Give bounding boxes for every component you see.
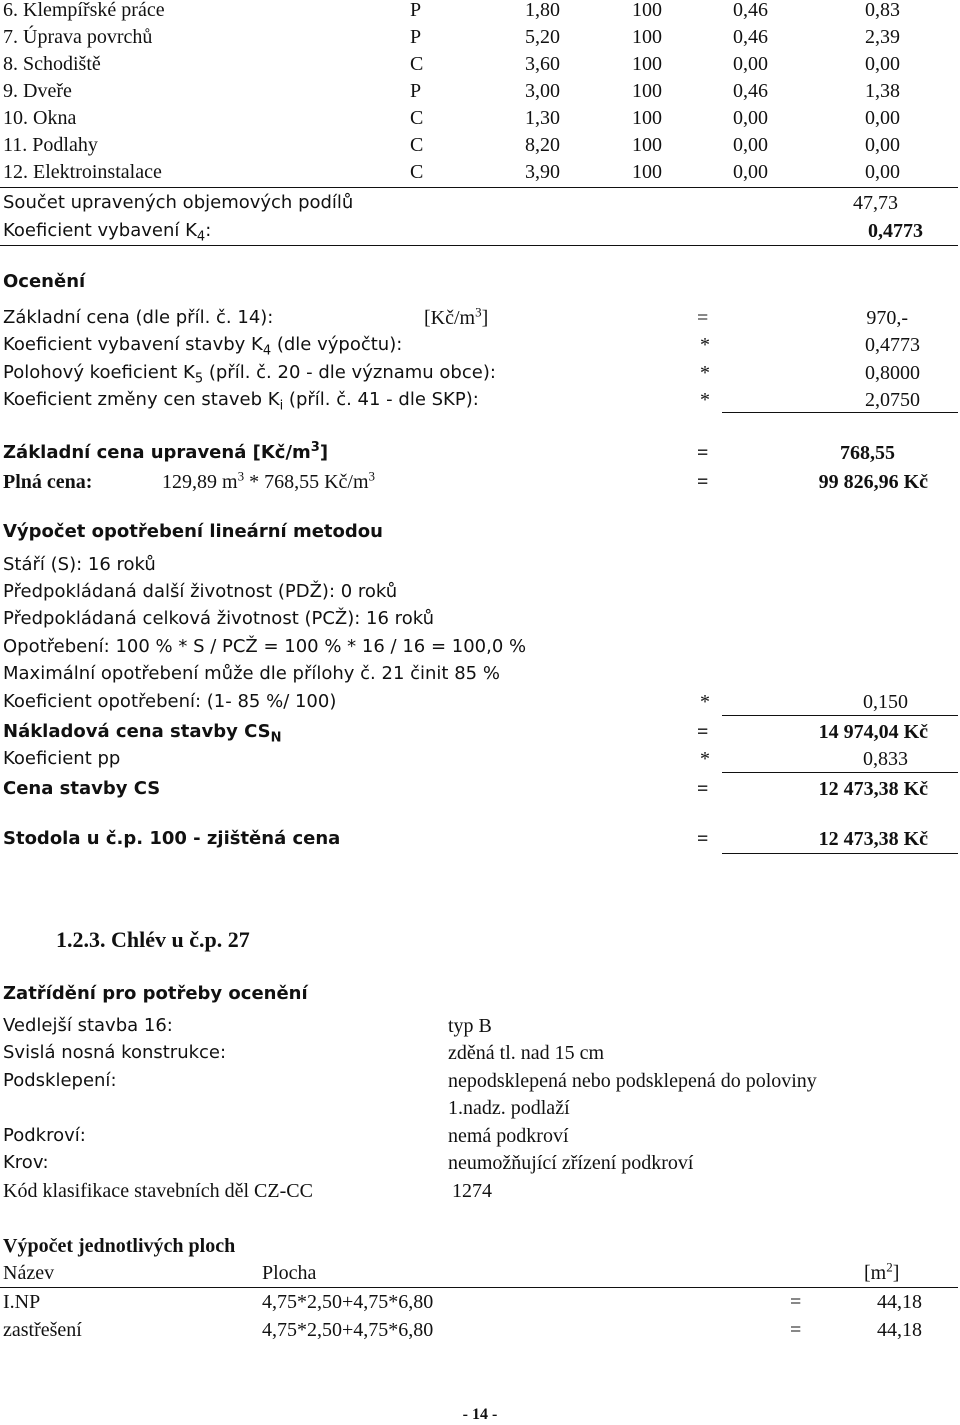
list-item: Předpokládaná celková životnost (PCŽ): 16 roků (3, 608, 434, 629)
item-type: P (410, 80, 422, 102)
k4-value: 0,4773 (868, 220, 923, 242)
col-unit (864, 1261, 899, 1285)
k4-stavby-label (3, 333, 402, 357)
divider (0, 1287, 958, 1288)
ki-post: (příl. č. 41 - dle SKP): (283, 389, 479, 410)
k4-colon: : (205, 220, 212, 241)
cena-stavby-value: 12 473,38 Kč (818, 778, 928, 800)
koef-opotrebeni-label: Koeficient opotřebení: (1- 85 %/ 100) (3, 691, 337, 712)
item-a: 5,20 (525, 26, 560, 48)
koef-opotrebeni-op: * (700, 691, 710, 713)
item-c: 0,00 (733, 107, 768, 129)
stodola-value: 12 473,38 Kč (818, 828, 928, 850)
k4-stavby-value: 0,4773 (865, 334, 920, 356)
item-d: 2,39 (865, 26, 900, 48)
item-name: 11. Podlahy (3, 134, 98, 156)
ki-value: 2,0750 (865, 389, 920, 411)
plocha-name: zastřešení (3, 1319, 82, 1341)
plocha-op: = (790, 1291, 802, 1313)
unit-sup: 3 (475, 304, 482, 320)
item-b: 100 (632, 53, 662, 75)
upravena-op: = (697, 442, 709, 464)
item-type: P (410, 26, 422, 48)
item-c: 0,00 (733, 161, 768, 183)
list-item: Maximální opotřebení může dle přílohy č. 21 činit 85 % (3, 663, 500, 684)
section-title: 1.2.3. Chlév u č.p. 27 (56, 927, 250, 952)
plna-vol-sup: 3 (237, 468, 245, 484)
plna-mid: * 768,55 Kč/m (244, 471, 369, 493)
divider (722, 715, 958, 716)
kod-value: 1274 (452, 1180, 492, 1202)
nakladova-sub: N (270, 730, 282, 746)
nakladova-value: 14 974,04 Kč (818, 721, 928, 743)
k4-stavby-sub: 4 (262, 343, 272, 359)
k4-stavby-op: * (700, 334, 710, 356)
plna-vol: 129,89 m (162, 471, 238, 493)
zatrideni-label: Krov: (3, 1152, 49, 1173)
list-item: Stáří (S): 16 roků (3, 554, 156, 575)
col-unit-close: ] (892, 1262, 900, 1284)
item-b: 100 (632, 80, 662, 102)
zatrideni-label: Podkroví: (3, 1125, 86, 1146)
upravena-sup: 3 (310, 440, 320, 455)
list-item: Opotřebení: 100 % * S / PCŽ = 100 % * 16 / 16 = 100,0 % (3, 636, 527, 657)
item-c: 0,00 (733, 134, 768, 156)
item-b: 100 (632, 26, 662, 48)
plocha-op: = (790, 1319, 802, 1341)
zakladni-label: Základní cena (dle příl. č. 14): (3, 307, 274, 328)
upravena-label (3, 441, 328, 465)
zatrideni-value: typ B (448, 1015, 492, 1037)
zatrideni-value: 1.nadz. podlaží (448, 1097, 570, 1119)
zatrideni-value: nepodsklepená nebo podsklepená do poloviny (448, 1070, 817, 1092)
item-name: 9. Dveře (3, 80, 72, 102)
ki-label (3, 388, 479, 412)
ki-text: Koeficient změny cen staveb K (3, 389, 280, 410)
oceneni-heading: Ocenění (3, 271, 86, 292)
nakladova-text: Nákladová cena stavby CS (3, 721, 271, 742)
zatrideni-label: Podsklepení: (3, 1070, 117, 1091)
unit-text: [Kč/m (424, 307, 476, 329)
divider (722, 772, 958, 773)
item-c: 0,46 (733, 80, 768, 102)
koef-opotrebeni-value: 0,150 (863, 691, 908, 713)
zatrideni-value: nemá podkroví (448, 1125, 569, 1147)
col-nazev: Název (3, 1262, 55, 1284)
ki-sub: i (279, 398, 284, 414)
item-c: 0,46 (733, 26, 768, 48)
zatrideni-value: neumožňující zřízení podkroví (448, 1152, 694, 1174)
item-type: P (410, 0, 422, 21)
pp-value: 0,833 (863, 748, 908, 770)
item-d: 0,00 (865, 134, 900, 156)
plna-value: 99 826,96 Kč (818, 471, 928, 493)
list-item: Předpokládaná další životnost (PDŽ): 0 roků (3, 581, 398, 602)
item-type: C (410, 107, 424, 129)
divider (0, 245, 958, 246)
plna-formula (162, 470, 375, 494)
cena-stavby-op: = (697, 778, 709, 800)
item-d: 0,00 (865, 161, 900, 183)
item-a: 3,60 (525, 53, 560, 75)
stodola-op: = (697, 828, 709, 850)
item-d: 0,00 (865, 53, 900, 75)
item-b: 100 (632, 161, 662, 183)
zakladni-value: 970,- (866, 307, 908, 329)
zakladni-op: = (697, 307, 709, 329)
item-b: 100 (632, 134, 662, 156)
item-d: 1,38 (865, 80, 900, 102)
col-unit-sup: 2 (886, 1259, 893, 1275)
cena-stavby-label: Cena stavby CS (3, 778, 161, 799)
plocha-name: I.NP (3, 1291, 41, 1313)
upravena-text: Základní cena upravená [Kč/m (3, 442, 311, 463)
item-b: 100 (632, 0, 662, 21)
zatrideni-label: Vedlejší stavba 16: (3, 1015, 173, 1036)
item-type: C (410, 53, 424, 75)
item-name: 10. Okna (3, 107, 77, 129)
k4-stavby-text: Koeficient vybavení stavby K (3, 334, 263, 355)
divider (722, 853, 958, 854)
k5-post: (příl. č. 20 - dle významu obce): (203, 362, 496, 383)
item-name: 7. Úprava povrchů (3, 26, 153, 48)
item-b: 100 (632, 107, 662, 129)
item-a: 1,80 (525, 0, 560, 21)
upravena-value: 768,55 (840, 442, 895, 464)
zatrideni-label: Svislá nosná konstrukce: (3, 1042, 227, 1063)
item-a: 3,90 (525, 161, 560, 183)
stodola-label: Stodola u č.p. 100 - zjištěná cena (3, 828, 341, 849)
k5-sub: 5 (194, 371, 204, 387)
zatrideni-value: zděná tl. nad 15 cm (448, 1042, 605, 1064)
plocha-value: 44,18 (877, 1319, 922, 1341)
item-c: 0,00 (733, 53, 768, 75)
divider (722, 412, 958, 413)
k4-stavby-post: (dle výpočtu): (271, 334, 403, 355)
kod-label: Kód klasifikace stavebních děl CZ-CC (3, 1180, 313, 1202)
nakladova-op: = (697, 721, 709, 743)
plocha-formula: 4,75*2,50+4,75*6,80 (262, 1319, 434, 1341)
pp-label: Koeficient pp (3, 748, 121, 769)
item-name: 6. Klempířské práce (3, 0, 165, 21)
zatrideni-heading: Zatřídění pro potřeby ocenění (3, 983, 308, 1004)
item-a: 8,20 (525, 134, 560, 156)
zakladni-unit (424, 306, 488, 330)
pp-op: * (700, 748, 710, 770)
item-c: 0,46 (733, 0, 768, 21)
plna-label: Plná cena: (3, 471, 93, 493)
sum-label: Součet upravených objemových podílů (3, 192, 354, 213)
k4-label (3, 219, 211, 243)
plna-mid-sup: 3 (368, 468, 375, 484)
item-d: 0,83 (865, 0, 900, 21)
k4-label-text: Koeficient vybavení K (3, 220, 197, 241)
plocha-value: 44,18 (877, 1291, 922, 1313)
col-unit-text: [m (864, 1262, 887, 1284)
ki-op: * (700, 389, 710, 411)
item-d: 0,00 (865, 107, 900, 129)
page-number: - 14 - (462, 1406, 498, 1423)
k5-text: Polohový koeficient K (3, 362, 195, 383)
upravena-close: ] (319, 442, 329, 463)
plochy-heading: Výpočet jednotlivých ploch (3, 1235, 236, 1257)
nakladova-label (3, 720, 281, 744)
item-name: 8. Schodiště (3, 53, 101, 75)
k5-op: * (700, 362, 710, 384)
sum-value: 47,73 (853, 192, 898, 214)
opotrebeni-heading: Výpočet opotřebení lineární metodou (3, 521, 383, 542)
item-type: C (410, 134, 424, 156)
k4-sub: 4 (196, 229, 206, 245)
item-name: 12. Elektroinstalace (3, 161, 162, 183)
item-a: 3,00 (525, 80, 560, 102)
divider (0, 187, 958, 188)
plna-op: = (697, 471, 709, 493)
item-type: C (410, 161, 424, 183)
unit-close: ] (481, 307, 489, 329)
col-plocha: Plocha (262, 1262, 317, 1284)
k5-label (3, 361, 496, 385)
k5-value: 0,8000 (865, 362, 920, 384)
plocha-formula: 4,75*2,50+4,75*6,80 (262, 1291, 434, 1313)
item-a: 1,30 (525, 107, 560, 129)
